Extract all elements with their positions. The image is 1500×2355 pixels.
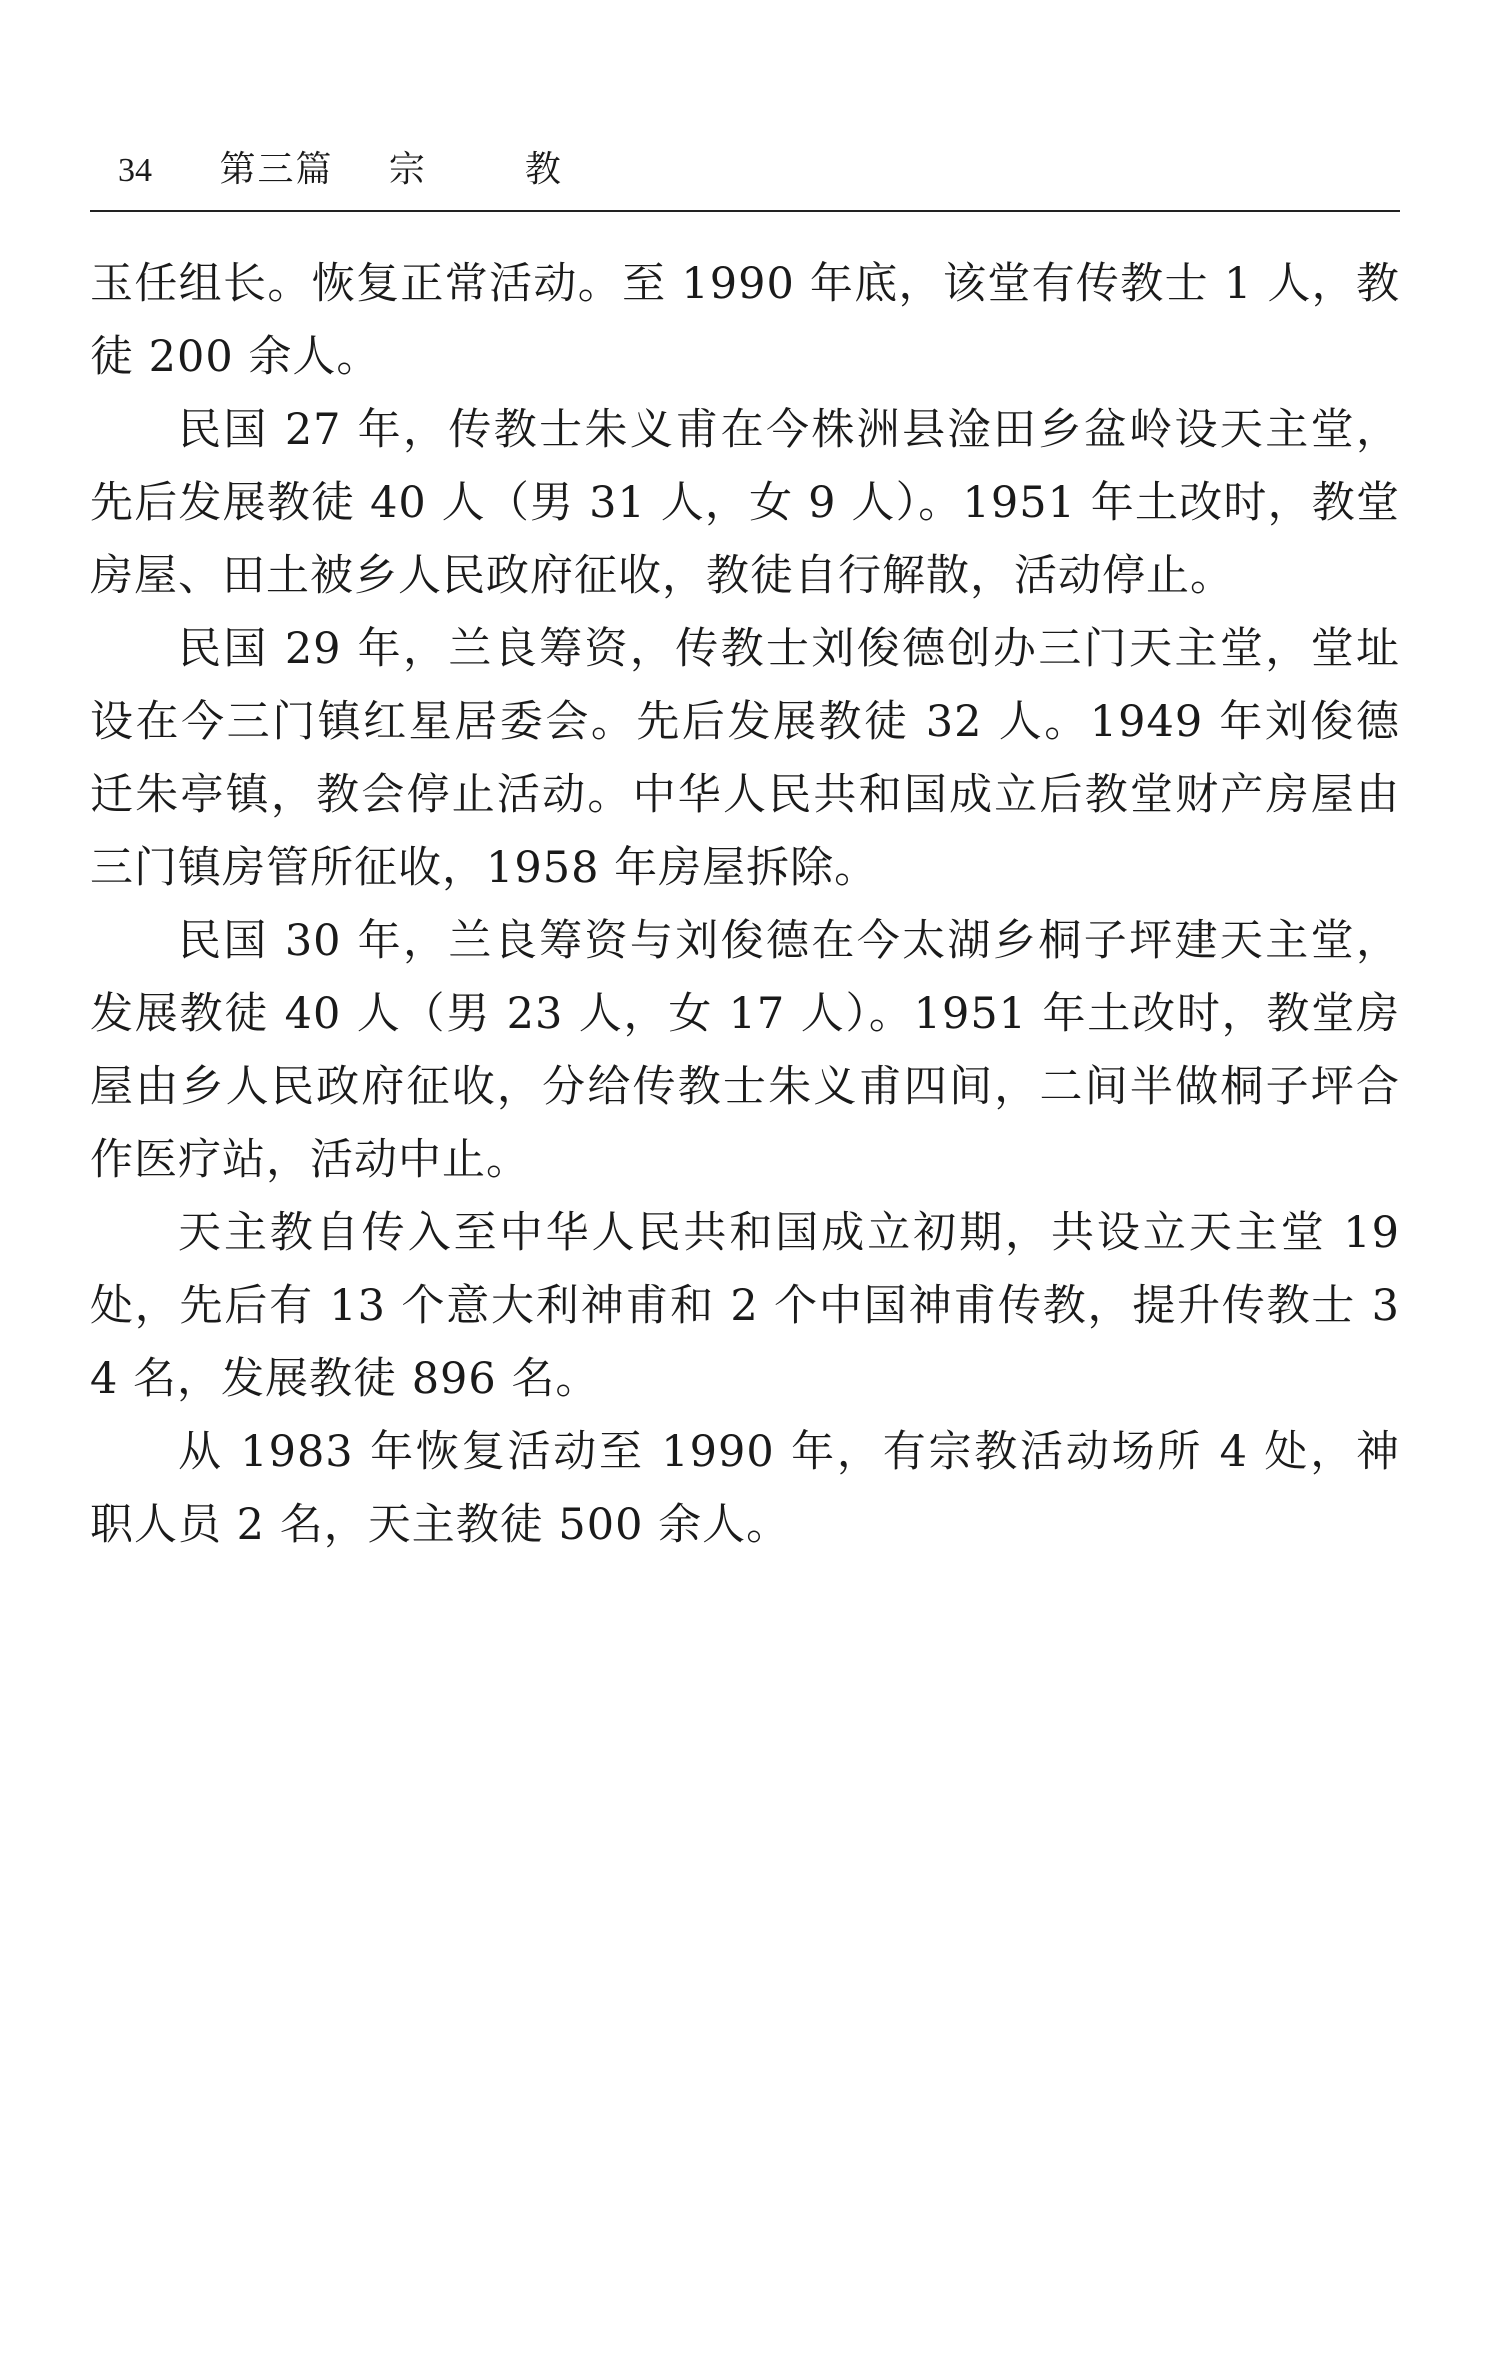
paragraph: 民国 30 年，兰良筹资与刘俊德在今太湖乡桐子坪建天主堂，发展教徒 40 人（男 23 人，女 17 人）。1951 年土改时，教堂房屋由乡人民政府征收，分给传教士朱义甫四间，二间半做桐子坪合作医疗站，活动中止。 xyxy=(90,916,1400,1185)
paragraph: 民国 29 年，兰良筹资，传教士刘俊德创办三门天主堂，堂址设在今三门镇红星居委会。先后发展教徒 32 人。1949 年刘俊德迁朱亭镇，教会停止活动。中华人民共和国成立后教堂财产房屋由三门镇房管所征收，1958 年房屋拆除。 xyxy=(90,624,1400,893)
paragraph: 天主教自传入至中华人民共和国成立初期，共设立天主堂 19 处，先后有 13 个意大利神甫和 2 个中国神甫传教，提升传教士 34 名，发展教徒 896 名。 xyxy=(90,1208,1400,1404)
paragraph: 从 1983 年恢复活动至 1990 年，有宗教活动场所 4 处，神职人员 2 名，天主教徒 500 余人。 xyxy=(90,1427,1400,1550)
running-header xyxy=(118,140,1398,200)
paragraph: 玉任组长。恢复正常活动。至 1990 年底，该堂有传教士 1 人，教徒 200 余人。 xyxy=(90,259,1400,382)
body-text xyxy=(90,248,1400,1562)
subject-label: 宗教 xyxy=(388,149,661,190)
header-rule xyxy=(90,210,1400,212)
page-number: 34 xyxy=(118,152,152,189)
paragraph: 民国 27 年，传教士朱义甫在今株洲县淦田乡盆岭设天主堂，先后发展教徒 40 人（男 31 人，女 9 人）。1951 年土改时，教堂房屋、田土被乡人民政府征收，教徒自行解散，活动停止。 xyxy=(90,405,1400,601)
part-label: 第三篇 xyxy=(219,149,334,190)
